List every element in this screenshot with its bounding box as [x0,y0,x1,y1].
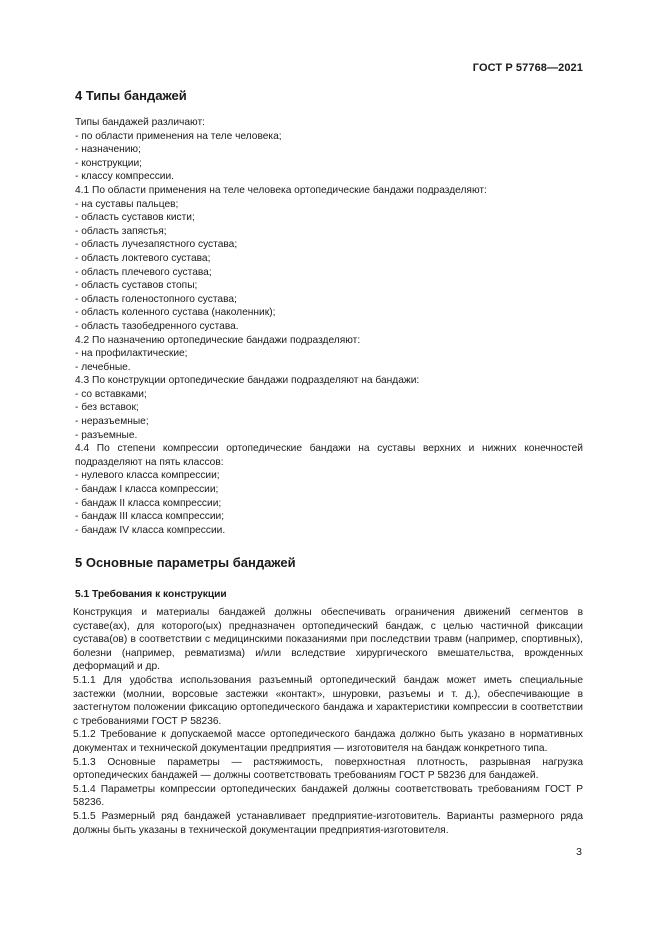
list-item: - бандаж I класса компрессии; [75,484,219,496]
types-intro: Типы бандажей различают: [75,117,205,128]
list-item: - по области применения на теле человека; [75,130,282,142]
list-item: - область лучезапястного сустава; [75,239,238,251]
list-item: - бандаж IV класса компрессии. [75,524,226,536]
clause-4-4 [75,442,583,469]
clause-5-1-2: 5.1.2 Требование к допускаемой массе ортопедического бандажа должно быть указано в нормативных документах и технической документации предприятия — изготовителя на бандаж конкретного типа. [73,729,583,754]
clause-4-3-list [75,388,583,442]
clause-4-2-list [75,347,583,374]
list-item: - нулевого класса компрессии; [75,470,220,482]
clause-4-1: 4.1 По области применения на теле человека ортопедические бандажи подразделяют: [75,184,487,196]
list-item: - область тазобедренного сустава. [75,320,239,332]
types-list [75,130,583,184]
clause-4-4-text: 4.4 По степени компрессии ортопедические бандажи на суставы верхних и нижних конечностей подразделяют на пять классов: [75,443,583,468]
list-item: - область плечевого сустава; [75,266,212,278]
clause-4-2: 4.2 По назначению ортопедические бандажи подразделяют: [75,334,361,346]
list-item: - область суставов кисти; [75,212,195,224]
list-item: - область запястья; [75,225,167,237]
standard-designation: ГОСТ Р 57768—2021 [472,62,583,74]
list-item: - область голеностопного сустава; [75,293,237,305]
list-item: - область локтевого сустава; [75,252,211,264]
list-item: - бандаж II класса компрессии; [75,497,222,509]
clause-4-3: 4.3 По конструкции ортопедические бандажи подразделяют на бандажи: [75,375,420,387]
list-item: - область коленного сустава (наколенник); [75,307,276,319]
subsection-5-1-title: 5.1 Требования к конструкции [75,589,227,601]
clause-5-1-3: 5.1.3 Основные параметры — растяжимость, поверхностная плотность, разрывная нагрузка ортопедических бандажей — должны соответствовать требованиям ГОСТ Р 58236 для бандажей. [73,756,583,782]
page-content [75,88,583,837]
clause-5-1-4: 5.1.4 Параметры компрессии ортопедических бандажей должны соответствовать требованиям ГОСТ Р 58236. [73,783,583,809]
list-item: - разъемные. [75,429,138,441]
section-4-title: 4 Типы бандажей [75,88,187,103]
list-item: - назначению; [75,144,141,156]
page-number: 3 [576,846,582,858]
list-item: - неразъемные; [75,416,149,428]
list-item: - без вставок; [75,402,139,414]
list-item: - лечебные. [75,361,131,373]
list-item: - со вставками; [75,388,147,400]
section-4-body [75,116,583,442]
clause-5-1-5: 5.1.5 Размерный ряд бандажей устанавливает предприятие-изготовитель. Варианты размерного ряда должны быть указаны в технической документации предприятия-изготовителя. [73,810,583,836]
list-item: - область суставов стопы; [75,280,198,292]
list-item: - бандаж III класса компрессии; [75,511,225,523]
clause-4-4-list [75,469,583,537]
subsection-5-1-text: Конструкция и материалы бандажей должны обеспечивать ограничения движений сегментов в суставе(ах), для которого(ых) предназначен ортопедический бандаж, с целью частичной фиксации сустава(ов) в соответствии с медицинскими показаниями при последствии травм (например, спортивных), болезни (например, ревматизма) и/или вследствие хирургического вмешательства, врожденных деформаций и др. [73,607,583,673]
list-item: - на суставы пальцев; [75,198,179,210]
list-item: - классу компрессии. [75,171,175,183]
section-5-title: 5 Основные параметры бандажей [75,555,296,571]
list-item: - конструкции; [75,157,142,169]
clause-4-1-list [75,198,583,334]
clause-5-1-1: 5.1.1 Для удобства использования разъемный ортопедический бандаж может иметь специальные застежки (молнии, ворсовые застежки «контакт», шнуровки, разъемы и т. д.), обеспечивающие в застегнутом положении фиксацию ортопедического бандажа и характеристики компрессии в соответствии с требованиями ГОСТ Р 58236. [73,674,583,727]
list-item: - на профилактические; [75,348,188,360]
